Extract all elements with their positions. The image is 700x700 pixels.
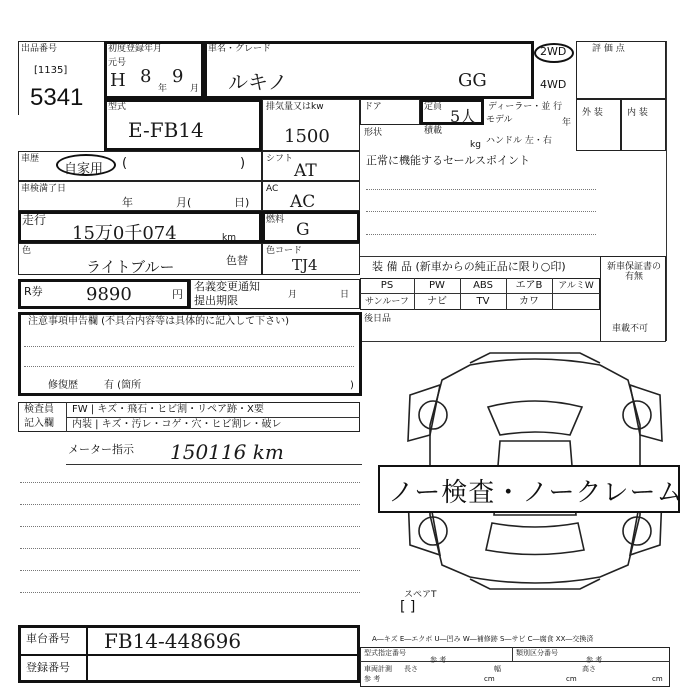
notice-label2: 提出期限 — [194, 294, 238, 307]
grade: GG — [458, 70, 487, 91]
color-value: ライトブルー — [86, 258, 175, 276]
reg-label: 登録番号 — [26, 661, 70, 674]
equip-bottom — [360, 341, 666, 342]
height-cm: cm — [652, 675, 663, 683]
sales-points-label: 正常に機能するセールスポイント — [366, 154, 531, 167]
equip-tv: TV — [476, 296, 490, 307]
right-edge-line — [666, 41, 667, 341]
free-line-3 — [20, 526, 360, 527]
inspector-label2: 記入欄 — [24, 418, 54, 429]
shift-label: シフト — [266, 154, 294, 164]
history-paren-open: ( — [122, 156, 128, 171]
type-label: 型式指定番号 — [364, 649, 406, 657]
equip-alloy: アルミW — [558, 281, 594, 291]
notice-day: 日 — [340, 290, 350, 300]
fuel-label: 燃料 — [266, 215, 285, 225]
free-line-4 — [20, 548, 360, 549]
drive-4wd: 4WD — [540, 78, 567, 91]
notes-line-1 — [24, 346, 354, 347]
spec-v1 — [512, 647, 513, 661]
damage-legend: A―キズ E―エクボ U―凹み W―補修跡 S―サビ C―腐食 XX―交換済 — [372, 635, 594, 643]
equip-navi: ナビ — [427, 296, 447, 307]
handle-label: ハンドル 左・右 — [486, 136, 552, 146]
car-name: ルキノ — [228, 70, 288, 94]
exterior-box — [576, 99, 621, 151]
mileage-value: 15万0千074 — [72, 223, 177, 244]
warranty-note: 車載不可 — [612, 324, 649, 334]
repair-value: 有 (箇所 — [104, 380, 142, 391]
size-ref: 参 考 — [364, 675, 381, 683]
capacity-label: 定員 — [424, 102, 443, 112]
recycle-label: R券 — [24, 285, 43, 298]
equip-abs: ABS — [473, 280, 493, 291]
model-year-label: モデル — [486, 115, 513, 125]
equip-ps: PS — [380, 280, 394, 291]
sales-line-2 — [366, 211, 596, 212]
inspector-row1: FW | キズ・飛石・ヒビ割・リペア跡・X要 — [72, 404, 264, 415]
spec-mid — [360, 661, 670, 662]
drive-2wd: 2WD — [540, 45, 567, 58]
free-line-2 — [20, 504, 360, 505]
size-label: 車両計測 — [364, 665, 392, 673]
stamp-text: ノー検査・ノークレーム — [388, 478, 684, 508]
chassis-mid — [18, 654, 360, 656]
year-unit: 年 — [158, 84, 168, 94]
model-label: 型式 — [108, 102, 127, 112]
fuel-value: G — [296, 220, 310, 240]
meter-underline — [66, 464, 362, 465]
history-row — [18, 151, 262, 181]
shift-value: AT — [294, 161, 317, 181]
inspection-day: 日) — [234, 196, 250, 209]
inspector-row2: 内装 | キズ・汚レ・コゲ・穴・ヒビ割レ・破レ — [72, 419, 282, 430]
score-label: 評 価 点 — [592, 44, 625, 54]
spare-label: スペアT — [404, 590, 437, 600]
sales-line-3 — [366, 234, 596, 235]
equipment-mid — [360, 293, 600, 294]
notes-label: 注意事項申告欄 (不具合内容等は具体的に記入して下さい) — [28, 316, 289, 327]
history-paren-close: ) — [240, 156, 246, 171]
mileage-unit: km — [222, 233, 236, 243]
lot-code: [1135] — [34, 65, 68, 76]
sales-line-1 — [366, 189, 596, 190]
rear-seat-label: 後日品 — [364, 314, 392, 324]
spare-value: [ ] — [400, 599, 416, 615]
mileage-label: 走行 — [22, 213, 47, 227]
height-label: 高さ — [582, 665, 596, 673]
repaint-label: 色替 — [226, 254, 248, 267]
color-label: 色 — [22, 246, 32, 256]
notice-month: 月 — [288, 290, 298, 300]
free-line-6 — [20, 592, 360, 593]
history-value: 自家用 — [64, 162, 104, 177]
notes-line-2 — [24, 366, 354, 367]
width-label: 幅 — [494, 665, 501, 673]
dealer-label: ディーラー・並 行 — [488, 102, 563, 112]
free-line-1 — [20, 482, 360, 483]
meter-label: メーター指示 — [68, 443, 134, 456]
chassis-value: FB14-448696 — [104, 629, 242, 653]
shape-label: 形状 — [364, 128, 383, 138]
equip-pw: PW — [429, 280, 445, 291]
free-line-5 — [20, 570, 360, 571]
warranty-label: 新車保証書の有無 — [606, 262, 661, 282]
color-code-value: TJ4 — [292, 256, 318, 274]
inspection-year: 年 — [122, 196, 133, 209]
chassis-label: 車台番号 — [26, 632, 70, 645]
notice-label: 名義変更通知 — [194, 280, 260, 293]
repair-label: 修復歴 — [48, 380, 78, 391]
equip-sunroof: サンルーフ — [365, 297, 409, 307]
lot-label: 出品番号 — [21, 44, 58, 54]
inspector-label1: 検査員 — [24, 404, 54, 415]
equipment-label: 装 備 品 (新車からの純正品に限り○印) — [372, 260, 566, 273]
model-year-unit: 年 — [562, 118, 572, 128]
model-value: E-FB14 — [128, 118, 204, 142]
repair-close: ) — [350, 380, 354, 391]
lot-number: 5341 — [30, 84, 84, 111]
car-name-label: 車名・グレード — [208, 44, 272, 54]
era-label: 元号 — [108, 58, 127, 68]
capacity-value: 5人 — [450, 107, 477, 126]
chassis-sep — [86, 625, 88, 683]
door-label: ドア — [364, 102, 382, 112]
width-cm: cm — [566, 675, 577, 683]
equip-leather: カワ — [519, 296, 539, 307]
inspector-mid — [66, 417, 360, 418]
first-reg-label: 初度登録年月 — [108, 44, 163, 54]
history-label: 車歴 — [21, 154, 40, 164]
interior-box — [621, 99, 666, 151]
inspection-label: 車検満了日 — [21, 184, 67, 194]
era-value: H — [110, 70, 126, 91]
class-label: 類別区分番号 — [516, 649, 558, 657]
kg-unit: kg — [470, 140, 481, 150]
month-value: 9 — [172, 66, 184, 87]
recycle-value: 9890 — [86, 284, 132, 305]
interior-label: 内 装 — [627, 108, 648, 118]
exterior-label: 外 装 — [582, 108, 603, 118]
length-label: 長さ — [404, 665, 418, 673]
length-cm: cm — [484, 675, 495, 683]
meter-value: 150116 km — [170, 440, 284, 464]
month-unit: 月 — [190, 84, 200, 94]
year-value: 8 — [140, 66, 152, 87]
displacement-value: 1500 — [284, 126, 330, 147]
recycle-yen: 円 — [172, 288, 183, 301]
type-ref: 参 考 — [430, 656, 447, 664]
equip-airbag: エアB — [515, 280, 543, 291]
ac-value: AC — [290, 192, 316, 212]
inspection-month: 月( — [176, 196, 192, 209]
ac-label: AC — [266, 184, 279, 194]
class-ref: 参 考 — [586, 656, 603, 664]
loading-label: 積載 — [424, 126, 443, 136]
color-code-label: 色コード — [266, 246, 303, 256]
displacement-label: 排気量又はkw — [266, 102, 324, 112]
